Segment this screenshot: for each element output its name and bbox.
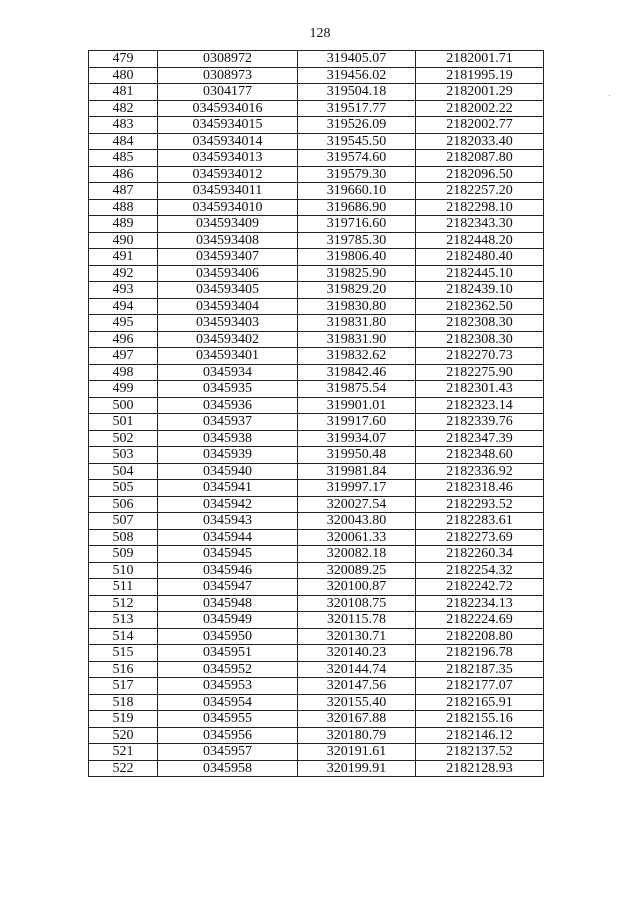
point-number-cell: 486	[89, 166, 158, 183]
y-coordinate-cell: 2182445.10	[416, 265, 544, 282]
point-number-cell: 509	[89, 546, 158, 563]
table-row	[89, 727, 544, 744]
point-code-cell: 0304177	[158, 84, 298, 101]
point-number-cell: 491	[89, 249, 158, 266]
y-coordinate-cell: 2182224.69	[416, 612, 544, 629]
table-row	[89, 364, 544, 381]
y-coordinate-cell: 2182208.80	[416, 628, 544, 645]
point-number-cell: 504	[89, 463, 158, 480]
table-row	[89, 579, 544, 596]
x-coordinate-cell: 319716.60	[298, 216, 416, 233]
point-number-cell: 514	[89, 628, 158, 645]
y-coordinate-cell: 2182318.46	[416, 480, 544, 497]
point-number-cell: 500	[89, 397, 158, 414]
point-number-cell: 516	[89, 661, 158, 678]
y-coordinate-cell: 2182260.34	[416, 546, 544, 563]
y-coordinate-cell: 2182343.30	[416, 216, 544, 233]
point-number-cell: 521	[89, 744, 158, 761]
table-row	[89, 216, 544, 233]
point-number-cell: 490	[89, 232, 158, 249]
table-row	[89, 513, 544, 530]
page-number: 128	[309, 26, 331, 41]
point-number-cell: 506	[89, 496, 158, 513]
point-number-cell: 484	[89, 133, 158, 150]
x-coordinate-cell: 320043.80	[298, 513, 416, 530]
y-coordinate-cell: 2182270.73	[416, 348, 544, 365]
y-coordinate-cell: 2182187.35	[416, 661, 544, 678]
point-number-cell: 512	[89, 595, 158, 612]
point-code-cell: 0345943	[158, 513, 298, 530]
point-code-cell: 0345934011	[158, 183, 298, 200]
point-code-cell: 0345934012	[158, 166, 298, 183]
x-coordinate-cell: 320082.18	[298, 546, 416, 563]
table-row	[89, 661, 544, 678]
table-row	[89, 694, 544, 711]
y-coordinate-cell: 2182001.29	[416, 84, 544, 101]
point-code-cell: 0345953	[158, 678, 298, 695]
table-row	[89, 546, 544, 563]
x-coordinate-cell: 320167.88	[298, 711, 416, 728]
x-coordinate-cell: 319934.07	[298, 430, 416, 447]
x-coordinate-cell: 320191.61	[298, 744, 416, 761]
point-code-cell: 0345941	[158, 480, 298, 497]
point-number-cell: 518	[89, 694, 158, 711]
y-coordinate-cell: 2182137.52	[416, 744, 544, 761]
table-row	[89, 232, 544, 249]
point-number-cell: 480	[89, 67, 158, 84]
point-number-cell: 515	[89, 645, 158, 662]
point-number-cell: 520	[89, 727, 158, 744]
point-code-cell: 034593402	[158, 331, 298, 348]
table-row	[89, 84, 544, 101]
y-coordinate-cell: 2182002.77	[416, 117, 544, 134]
point-code-cell: 0345934015	[158, 117, 298, 134]
table-row	[89, 117, 544, 134]
y-coordinate-cell: 2182293.52	[416, 496, 544, 513]
y-coordinate-cell: 2182339.76	[416, 414, 544, 431]
point-code-cell: 0345938	[158, 430, 298, 447]
table-row	[89, 430, 544, 447]
y-coordinate-cell: 2182033.40	[416, 133, 544, 150]
y-coordinate-cell: 2182234.13	[416, 595, 544, 612]
table-row	[89, 678, 544, 695]
point-code-cell: 0345940	[158, 463, 298, 480]
x-coordinate-cell: 319950.48	[298, 447, 416, 464]
point-code-cell: 0345944	[158, 529, 298, 546]
point-number-cell: 501	[89, 414, 158, 431]
y-coordinate-cell: 2182336.92	[416, 463, 544, 480]
table-row	[89, 414, 544, 431]
y-coordinate-cell: 2182348.60	[416, 447, 544, 464]
point-code-cell: 034593409	[158, 216, 298, 233]
y-coordinate-cell: 2182275.90	[416, 364, 544, 381]
coordinates-table-body	[89, 51, 544, 777]
point-code-cell: 0345934013	[158, 150, 298, 167]
x-coordinate-cell: 319504.18	[298, 84, 416, 101]
point-number-cell: 479	[89, 51, 158, 68]
x-coordinate-cell: 319997.17	[298, 480, 416, 497]
table-row	[89, 249, 544, 266]
point-number-cell: 498	[89, 364, 158, 381]
point-code-cell: 0345945	[158, 546, 298, 563]
point-number-cell: 481	[89, 84, 158, 101]
y-coordinate-cell: 2182323.14	[416, 397, 544, 414]
x-coordinate-cell: 319686.90	[298, 199, 416, 216]
x-coordinate-cell: 320155.40	[298, 694, 416, 711]
point-code-cell: 034593404	[158, 298, 298, 315]
point-code-cell: 0345939	[158, 447, 298, 464]
y-coordinate-cell: 2182480.40	[416, 249, 544, 266]
table-row	[89, 183, 544, 200]
x-coordinate-cell: 320027.54	[298, 496, 416, 513]
point-number-cell: 482	[89, 100, 158, 117]
x-coordinate-cell: 319785.30	[298, 232, 416, 249]
point-code-cell: 0345948	[158, 595, 298, 612]
x-coordinate-cell: 319825.90	[298, 265, 416, 282]
table-row	[89, 645, 544, 662]
x-coordinate-cell: 319579.30	[298, 166, 416, 183]
x-coordinate-cell: 319829.20	[298, 282, 416, 299]
x-coordinate-cell: 319917.60	[298, 414, 416, 431]
point-number-cell: 495	[89, 315, 158, 332]
table-row	[89, 612, 544, 629]
y-coordinate-cell: 2182001.71	[416, 51, 544, 68]
y-coordinate-cell: 2182283.61	[416, 513, 544, 530]
point-code-cell: 0345934010	[158, 199, 298, 216]
point-code-cell: 0345954	[158, 694, 298, 711]
x-coordinate-cell: 320140.23	[298, 645, 416, 662]
point-number-cell: 487	[89, 183, 158, 200]
point-number-cell: 503	[89, 447, 158, 464]
point-number-cell: 499	[89, 381, 158, 398]
x-coordinate-cell: 319660.10	[298, 183, 416, 200]
point-number-cell: 519	[89, 711, 158, 728]
x-coordinate-cell: 320089.25	[298, 562, 416, 579]
point-number-cell: 502	[89, 430, 158, 447]
x-coordinate-cell: 319456.02	[298, 67, 416, 84]
table-row	[89, 166, 544, 183]
point-code-cell: 034593405	[158, 282, 298, 299]
table-row	[89, 199, 544, 216]
table-row	[89, 760, 544, 777]
x-coordinate-cell: 320061.33	[298, 529, 416, 546]
x-coordinate-cell: 319830.80	[298, 298, 416, 315]
point-number-cell: 511	[89, 579, 158, 596]
point-number-cell: 507	[89, 513, 158, 530]
point-code-cell: 0345947	[158, 579, 298, 596]
x-coordinate-cell: 319832.62	[298, 348, 416, 365]
x-coordinate-cell: 320100.87	[298, 579, 416, 596]
table-row	[89, 298, 544, 315]
y-coordinate-cell: 2182347.39	[416, 430, 544, 447]
x-coordinate-cell: 319806.40	[298, 249, 416, 266]
x-coordinate-cell: 319526.09	[298, 117, 416, 134]
point-code-cell: 034593403	[158, 315, 298, 332]
x-coordinate-cell: 319842.46	[298, 364, 416, 381]
y-coordinate-cell: 2182165.91	[416, 694, 544, 711]
x-coordinate-cell: 319517.77	[298, 100, 416, 117]
y-coordinate-cell: 2182002.22	[416, 100, 544, 117]
point-number-cell: 483	[89, 117, 158, 134]
table-row	[89, 348, 544, 365]
y-coordinate-cell: 2182301.43	[416, 381, 544, 398]
y-coordinate-cell: 2182308.30	[416, 331, 544, 348]
y-coordinate-cell: 2182096.50	[416, 166, 544, 183]
point-code-cell: 0345951	[158, 645, 298, 662]
point-code-cell: 0345934014	[158, 133, 298, 150]
table-row	[89, 51, 544, 68]
x-coordinate-cell: 320147.56	[298, 678, 416, 695]
point-code-cell: 0308972	[158, 51, 298, 68]
y-coordinate-cell: 2182177.07	[416, 678, 544, 695]
table-row	[89, 744, 544, 761]
y-coordinate-cell: 2181995.19	[416, 67, 544, 84]
point-code-cell: 034593408	[158, 232, 298, 249]
point-number-cell: 493	[89, 282, 158, 299]
margin-speck	[609, 95, 610, 96]
y-coordinate-cell: 2182298.10	[416, 199, 544, 216]
point-number-cell: 508	[89, 529, 158, 546]
x-coordinate-cell: 320199.91	[298, 760, 416, 777]
y-coordinate-cell: 2182448.20	[416, 232, 544, 249]
point-number-cell: 522	[89, 760, 158, 777]
point-code-cell: 0345952	[158, 661, 298, 678]
point-number-cell: 513	[89, 612, 158, 629]
point-number-cell: 489	[89, 216, 158, 233]
table-row	[89, 397, 544, 414]
x-coordinate-cell: 319981.84	[298, 463, 416, 480]
point-code-cell: 0345934016	[158, 100, 298, 117]
x-coordinate-cell: 319574.60	[298, 150, 416, 167]
x-coordinate-cell: 320180.79	[298, 727, 416, 744]
table-row	[89, 282, 544, 299]
table-row	[89, 447, 544, 464]
point-number-cell: 510	[89, 562, 158, 579]
y-coordinate-cell: 2182273.69	[416, 529, 544, 546]
y-coordinate-cell: 2182254.32	[416, 562, 544, 579]
y-coordinate-cell: 2182128.93	[416, 760, 544, 777]
table-row	[89, 529, 544, 546]
y-coordinate-cell: 2182196.78	[416, 645, 544, 662]
table-row	[89, 628, 544, 645]
point-code-cell: 0345949	[158, 612, 298, 629]
y-coordinate-cell: 2182087.80	[416, 150, 544, 167]
point-code-cell: 0345958	[158, 760, 298, 777]
y-coordinate-cell: 2182439.10	[416, 282, 544, 299]
coordinates-table	[88, 50, 544, 777]
x-coordinate-cell: 320115.78	[298, 612, 416, 629]
table-row	[89, 480, 544, 497]
x-coordinate-cell: 320130.71	[298, 628, 416, 645]
point-code-cell: 0345957	[158, 744, 298, 761]
point-number-cell: 505	[89, 480, 158, 497]
point-code-cell: 034593406	[158, 265, 298, 282]
point-code-cell: 0345942	[158, 496, 298, 513]
point-code-cell: 0345936	[158, 397, 298, 414]
y-coordinate-cell: 2182146.12	[416, 727, 544, 744]
table-row	[89, 562, 544, 579]
x-coordinate-cell: 320108.75	[298, 595, 416, 612]
x-coordinate-cell: 319405.07	[298, 51, 416, 68]
table-row	[89, 150, 544, 167]
x-coordinate-cell: 320144.74	[298, 661, 416, 678]
point-code-cell: 0345937	[158, 414, 298, 431]
table-row	[89, 381, 544, 398]
y-coordinate-cell: 2182242.72	[416, 579, 544, 596]
point-code-cell: 0345956	[158, 727, 298, 744]
table-row	[89, 331, 544, 348]
point-code-cell: 0308973	[158, 67, 298, 84]
point-number-cell: 494	[89, 298, 158, 315]
table-row	[89, 133, 544, 150]
point-code-cell: 034593401	[158, 348, 298, 365]
x-coordinate-cell: 319831.80	[298, 315, 416, 332]
point-number-cell: 517	[89, 678, 158, 695]
table-row	[89, 100, 544, 117]
y-coordinate-cell: 2182362.50	[416, 298, 544, 315]
table-row	[89, 463, 544, 480]
point-code-cell: 0345935	[158, 381, 298, 398]
point-number-cell: 496	[89, 331, 158, 348]
y-coordinate-cell: 2182308.30	[416, 315, 544, 332]
table-row	[89, 496, 544, 513]
table-row	[89, 711, 544, 728]
x-coordinate-cell: 319545.50	[298, 133, 416, 150]
point-number-cell: 492	[89, 265, 158, 282]
point-code-cell: 0345934	[158, 364, 298, 381]
point-number-cell: 485	[89, 150, 158, 167]
point-code-cell: 0345955	[158, 711, 298, 728]
x-coordinate-cell: 319875.54	[298, 381, 416, 398]
x-coordinate-cell: 319901.01	[298, 397, 416, 414]
table-row	[89, 265, 544, 282]
x-coordinate-cell: 319831.90	[298, 331, 416, 348]
point-number-cell: 497	[89, 348, 158, 365]
point-code-cell: 0345950	[158, 628, 298, 645]
point-code-cell: 034593407	[158, 249, 298, 266]
point-number-cell: 488	[89, 199, 158, 216]
y-coordinate-cell: 2182155.16	[416, 711, 544, 728]
table-row	[89, 595, 544, 612]
point-code-cell: 0345946	[158, 562, 298, 579]
table-row	[89, 315, 544, 332]
y-coordinate-cell: 2182257.20	[416, 183, 544, 200]
table-row	[89, 67, 544, 84]
